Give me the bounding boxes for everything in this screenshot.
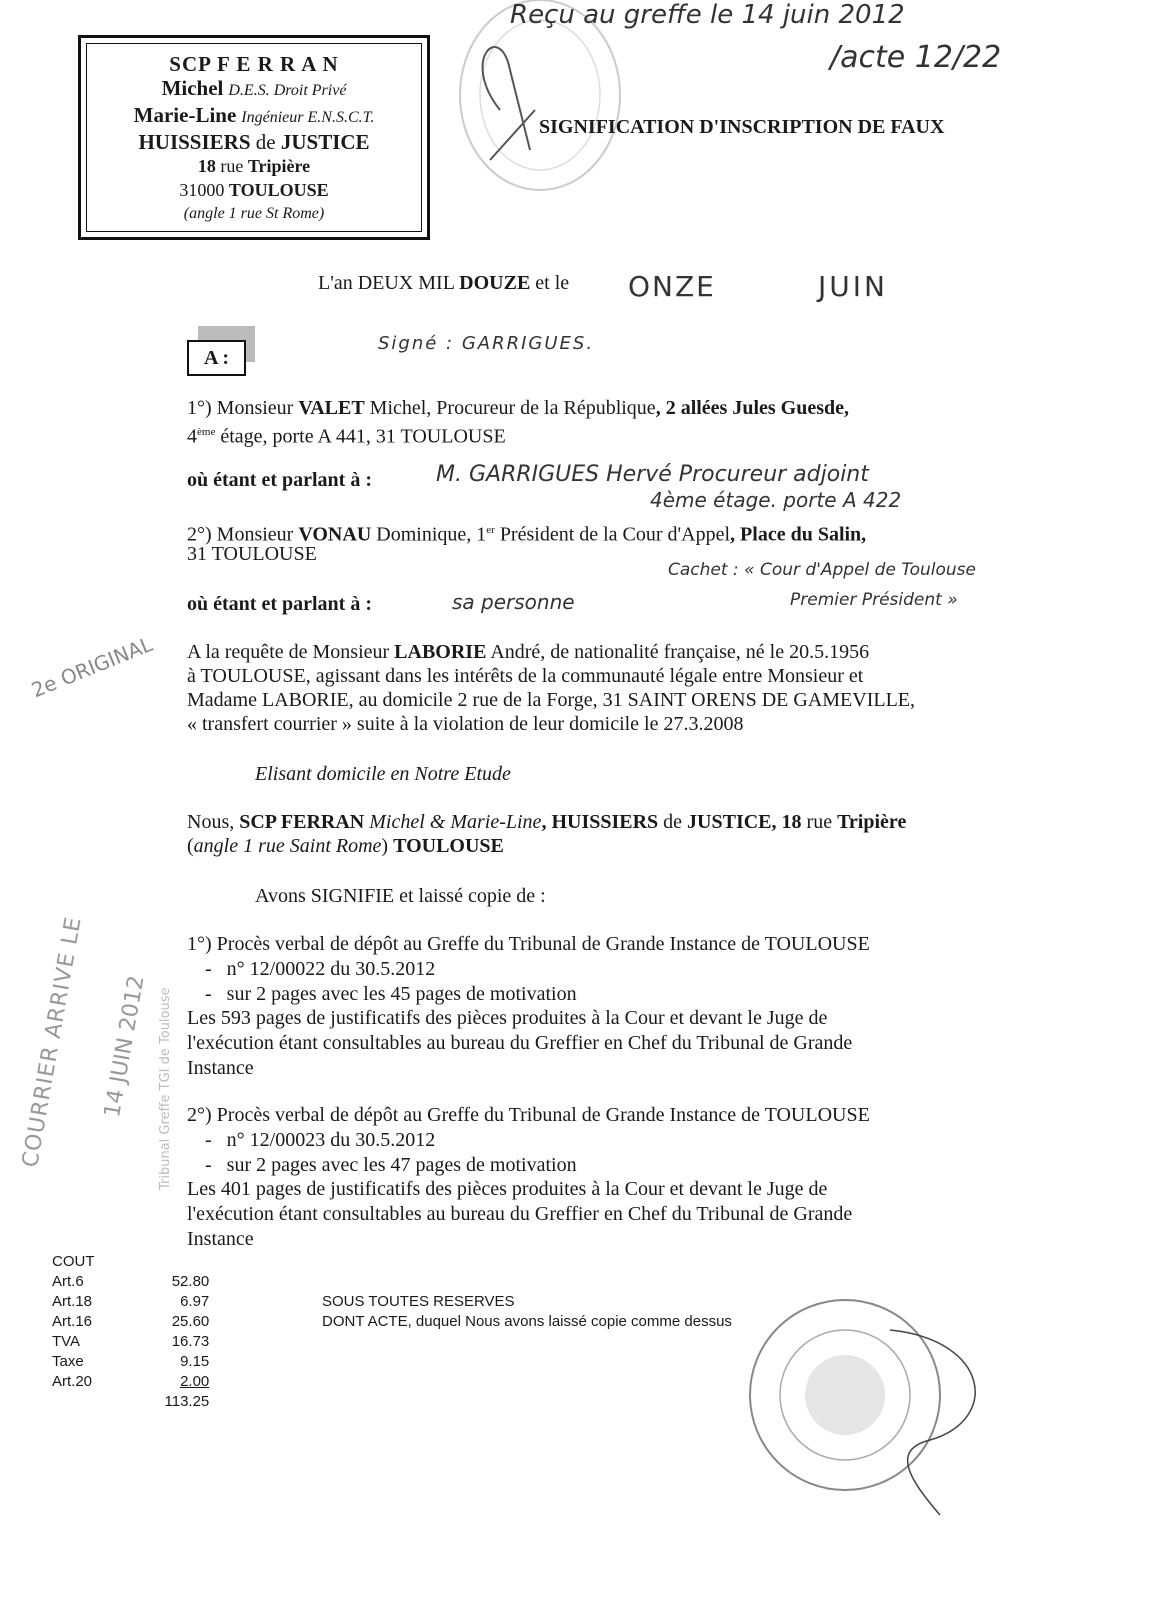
- courrier-stamp: COURRIER ARRIVE LE: [18, 914, 87, 1170]
- document-title: SIGNIFICATION D'INSCRIPTION DE FAUX: [539, 116, 945, 138]
- cost-row: [52, 1272, 209, 1292]
- cost-row: [52, 1372, 209, 1392]
- item-1-d1: n° 12/00022 du 30.5.2012: [226, 958, 436, 980]
- street-name: Tripière: [247, 156, 311, 176]
- cost-label: Taxe: [52, 1353, 84, 1370]
- r2-num: 2°) Monsieur: [187, 523, 294, 546]
- cost-label: Art.6: [52, 1273, 84, 1290]
- elisant: Elisant domicile en Notre Etude: [255, 763, 511, 785]
- tribunal-seal-stamp: [440, 0, 640, 200]
- item-2-d2: sur 2 pages avec les 47 pages de motivation: [226, 1154, 577, 1176]
- prof-1: HUISSIERS: [138, 130, 251, 154]
- date-year: DOUZE: [459, 272, 531, 294]
- nous-justice: JUSTICE: [687, 811, 772, 833]
- r1-num: 1°) Monsieur: [187, 397, 294, 419]
- street-rue: rue: [220, 156, 244, 176]
- r1-rest: Michel, Procureur de la République: [369, 397, 656, 419]
- prof-de: de: [255, 130, 276, 154]
- nous-num: 18: [781, 811, 802, 833]
- date-prefix: L'an DEUX MIL: [318, 272, 455, 294]
- closing: [322, 1292, 732, 1332]
- city: TOULOUSE: [228, 180, 329, 200]
- recipient-1-line2: [187, 420, 506, 450]
- name-marie-line: Marie-Line: [133, 103, 237, 127]
- cost-value: 16.73: [171, 1333, 210, 1350]
- cost-label: Art.20: [52, 1373, 93, 1390]
- item-2-title: 2°) Procès verbal de dépôt au Greffe du Tribunal de Grande Instance de TOULOUSE: [187, 1104, 870, 1126]
- item-2-detail-1: - n° 12/00023 du 30.5.2012: [205, 1129, 436, 1151]
- nous-hj: HUISSIERS: [551, 811, 659, 833]
- cost-label: Art.18: [52, 1293, 93, 1310]
- r1-floor-sup: ème: [197, 426, 216, 438]
- cost-value: 9.15: [180, 1353, 210, 1370]
- closing-reserves: SOUS TOUTES RESERVES: [322, 1293, 515, 1310]
- angle: (angle 1 rue St Rome): [183, 205, 325, 222]
- cost-value: 6.97: [180, 1293, 210, 1310]
- item-1-detail-1: - n° 12/00022 du 30.5.2012: [205, 958, 436, 980]
- nous-pre: Nous,: [187, 811, 235, 833]
- nous-line: Nous, SCP FERRAN Michel & Marie-Line, HUISSIERS de JUSTICE, 18 rue Tripière: [187, 811, 907, 833]
- name-michel: Michel: [161, 76, 224, 100]
- requete-l3: Madame LABORIE, au domicile 2 rue de la Forge, 31 SAINT ORENS DE GAMEVILLE,: [187, 689, 916, 711]
- date-line: [318, 272, 569, 295]
- r2-rest2: Président de la Cour d'Appel: [499, 523, 731, 546]
- recipient-label: A :: [187, 340, 246, 376]
- item-2-d1: n° 12/00023 du 30.5.2012: [226, 1129, 436, 1151]
- date-suffix: et le: [535, 272, 570, 294]
- cost-title: COUT: [52, 1253, 95, 1270]
- huissier-seal-stamp: [740, 1280, 1020, 1530]
- parlant-label-2: où étant et parlant à :: [187, 593, 372, 615]
- handwritten-month: JUIN: [818, 270, 888, 303]
- cost-value: 52.80: [171, 1273, 210, 1290]
- nous-firm: SCP FERRAN: [239, 811, 365, 833]
- prof-2: JUSTICE: [280, 130, 370, 154]
- r1-name: VALET: [298, 397, 365, 419]
- original-stamp: 2e ORIGINAL: [28, 632, 156, 703]
- street-num: 18: [197, 156, 216, 176]
- item-1-p3: Instance: [187, 1057, 254, 1079]
- item-1-p1: Les 593 pages de justificatifs des pièces produites à la Cour et devant le Juge de: [187, 1007, 828, 1029]
- handwritten-acte: /acte 12/22: [830, 40, 1002, 75]
- item-1-title: 1°) Procès verbal de dépôt au Greffe du Tribunal de Grande Instance de TOULOUSE: [187, 933, 870, 955]
- r1-addr: , 2 allées Jules Guesde,: [655, 397, 850, 419]
- item-1-detail-2: - sur 2 pages avec les 45 pages de motivation: [205, 983, 577, 1005]
- handwritten-parlant-1: M. GARRIGUES Hervé Procureur adjoint: [436, 462, 869, 487]
- r2-rest1: Dominique, 1: [376, 523, 487, 546]
- title-marie-line: Ingénieur E.N.S.C.T.: [241, 109, 375, 126]
- nous-street: Tripière: [837, 811, 907, 833]
- avons: Avons SIGNIFIE et laissé copie de :: [255, 885, 546, 907]
- greffe-stamp: Tribunal Greffe TGI de Toulouse: [158, 987, 173, 1190]
- r1-line2: étage, porte A 441, 31 TOULOUSE: [220, 425, 506, 448]
- letterhead-box: [78, 35, 430, 240]
- title-michel: D.E.S. Droit Privé: [228, 82, 347, 99]
- cost-value: 25.60: [171, 1313, 210, 1330]
- recipient-1: [187, 396, 849, 421]
- cost-total: 113.25: [164, 1393, 210, 1410]
- item-2-p2: l'exécution étant consultables au bureau du Greffier en Chef du Tribunal de Grande: [187, 1203, 853, 1225]
- cost-row: [52, 1332, 209, 1352]
- handwritten-parlant-2: sa personne: [452, 590, 575, 614]
- handwritten-cachet-2: Premier Président »: [790, 590, 958, 610]
- r2-name: VONAU: [298, 523, 372, 546]
- nous-rue: rue: [806, 811, 833, 833]
- courrier-date-stamp: 14 JUIN 2012: [100, 973, 150, 1120]
- firm-name: SCP F E R R A N: [169, 52, 339, 76]
- parlant-label-1: où étant et parlant à :: [187, 469, 372, 491]
- item-1-p2: l'exécution étant consultables au bureau du Greffier en Chef du Tribunal de Grande: [187, 1032, 853, 1054]
- cost-row: [52, 1292, 209, 1312]
- handwritten-received: Reçu au greffe le 14 juin 2012: [510, 0, 905, 30]
- r2-addr: , Place du Salin,: [730, 523, 867, 546]
- requete-name: LABORIE: [394, 641, 487, 663]
- cost-label: Art.16: [52, 1313, 93, 1330]
- cost-table: [52, 1252, 209, 1412]
- nous-line2: (angle 1 rue Saint Rome) TOULOUSE: [187, 835, 504, 857]
- requete-l1: [187, 640, 869, 665]
- nous-de: de: [663, 811, 683, 833]
- cost-value: 2.00: [180, 1373, 210, 1390]
- item-2-p3: Instance: [187, 1228, 254, 1250]
- nous-angle: angle 1 rue Saint Rome: [193, 835, 382, 857]
- item-1-d2: sur 2 pages avec les 45 pages de motivation: [226, 983, 577, 1005]
- handwritten-signe: Signé : GARRIGUES.: [378, 333, 595, 354]
- requete-l4: « transfert courrier » suite à la violation de leur domicile le 27.3.2008: [187, 713, 744, 735]
- handwritten-day: ONZE: [628, 270, 716, 303]
- cost-row: [52, 1312, 209, 1332]
- item-2-detail-2: - sur 2 pages avec les 47 pages de motivation: [205, 1154, 577, 1176]
- requete-l1-text: André, de nationalité française, né le 20.5.1956: [490, 641, 870, 663]
- handwritten-cachet: Cachet : « Cour d'Appel de Toulouse: [668, 560, 976, 580]
- handwritten-parlant-1b: 4ème étage. porte A 422: [650, 488, 902, 512]
- requete-l2: à TOULOUSE, agissant dans les intérêts de la communauté légale entre Monsieur et: [187, 665, 864, 687]
- closing-dont-acte: DONT ACTE, duquel Nous avons laissé copie comme dessus: [322, 1313, 732, 1330]
- r2-line2: 31 TOULOUSE: [187, 543, 317, 565]
- r1-floor: 4: [187, 425, 197, 448]
- postcode: 31000: [179, 180, 225, 200]
- nous-names: Michel & Marie-Line: [369, 811, 542, 833]
- requete-pre: A la requête de Monsieur: [187, 641, 390, 663]
- item-2-p1: Les 401 pages de justificatifs des pièces produites à la Cour et devant le Juge de: [187, 1178, 828, 1200]
- cost-row: [52, 1352, 209, 1372]
- cost-label: TVA: [52, 1333, 81, 1350]
- nous-city: TOULOUSE: [393, 835, 504, 857]
- r2-sup: er: [486, 524, 495, 536]
